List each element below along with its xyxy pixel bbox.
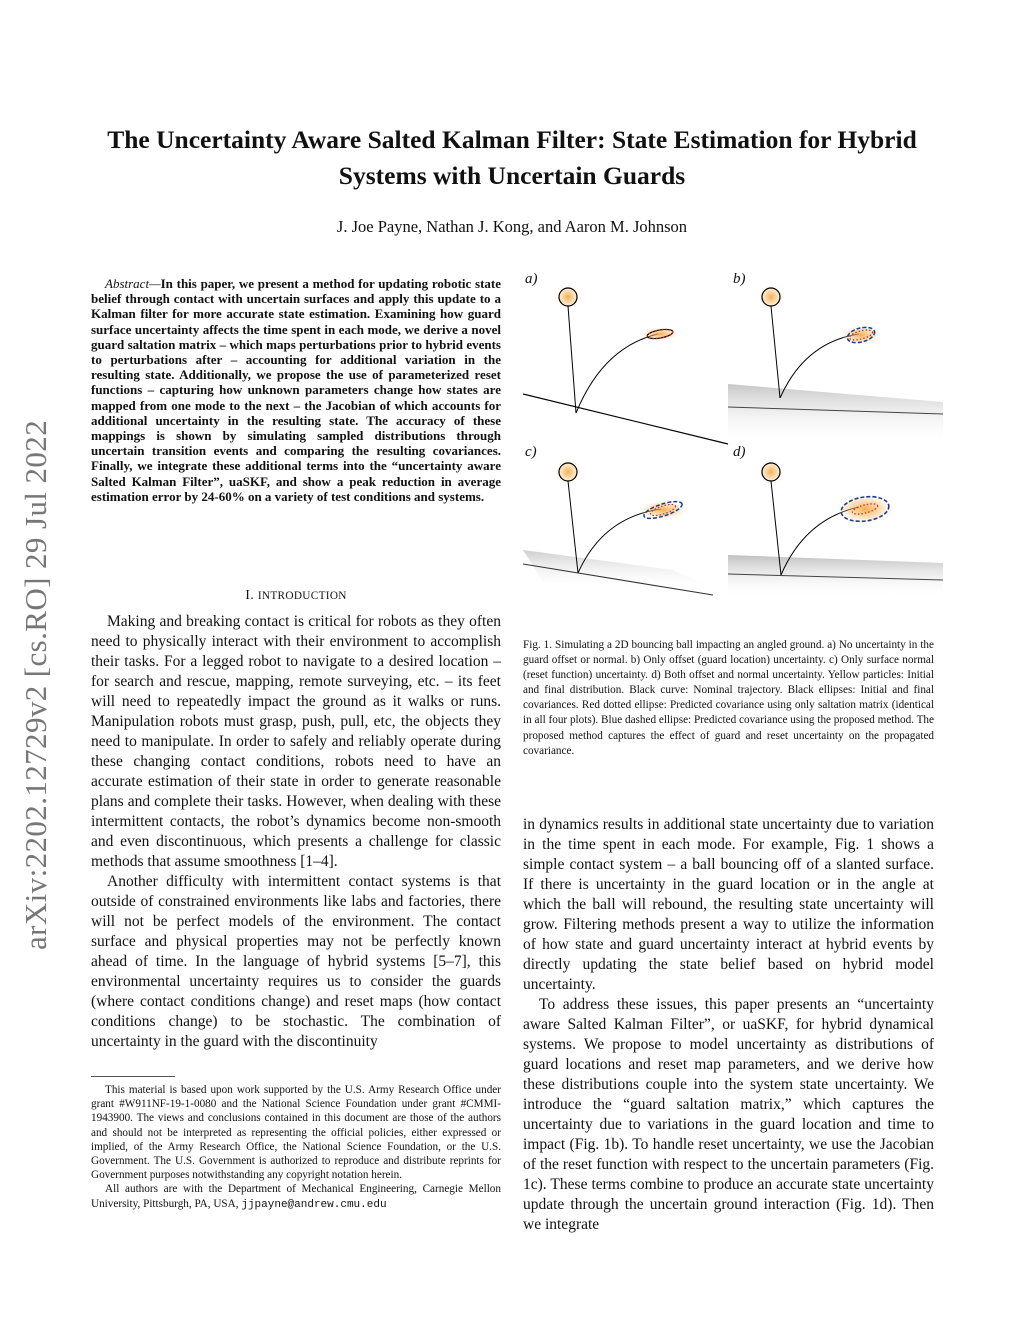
panel-d — [728, 459, 943, 597]
final-particles — [640, 327, 680, 341]
panel-b — [728, 284, 943, 445]
nominal-trajectory — [780, 334, 859, 398]
author-list: J. Joe Payne, Nathan J. Kong, and Aaron M. Johnson — [336, 217, 688, 236]
abstract-text: In this paper, we present a method for updating robotic state belief through contact with uncertain surfaces and apply this update to a Kalman filter for more accurate state estimation. Examining how guard surface uncertainty affects the time spent in each mode, we derive a novel guard saltation matrix – which maps perturbations prior to hybrid events to perturbations after – accounting for additional variation in the resulting state. Additionally, we propose the use of parameterized reset functions – capturing how unknown parameters change how states are mapped from one mode to the next – the Jacobian of which accounts for additional uncertainty in the resulting state. The accuracy of these mappings is shown by simulating sampled distributions through uncertain transition events and comparing the resulting covariances. Finally, we integrate these additional terms into the “uncertainty aware Salted Kalman Filter”, uaSKF, and show a peak reduction in average estimation error by 24-60% on a variety of test conditions and systems. — [91, 276, 501, 504]
author-email[interactable]: jjpayne@andrew.cmu.edu — [241, 1198, 387, 1211]
incoming-trajectory — [568, 306, 576, 413]
affiliation-note — [91, 1182, 501, 1211]
panel-label-c: c) — [525, 444, 537, 460]
reset-uncertainty-band — [523, 550, 718, 590]
arxiv-identifier[interactable]: arXiv:2202.12729v2 [cs.RO] 29 Jul 2022 — [18, 419, 53, 950]
paper-title: The Uncertainty Aware Salted Kalman Filter: State Estimation for Hybrid Systems with Uncertain Guards — [107, 125, 917, 190]
figure-1 — [523, 267, 943, 597]
guard-uncertainty-band — [728, 384, 943, 445]
right-column-body — [523, 815, 934, 1235]
incoming-trajectory — [771, 306, 780, 398]
section-heading — [91, 588, 501, 604]
intro-paragraph-continued: in dynamics results in additional state uncertainty due to variation in the time spent in each mode. For example, Fig. 1 shows a simple contact system – a ball bouncing off of a slanted surface. If there is uncertainty in the guard location or in the angle at which the ball will rebound, the resulting state uncertainty will grow. Filtering methods present a way to utilize the information of how state and guard uncertainty interact at hybrid events by directly updating the state belief based on hybrid model uncertainty. — [523, 816, 934, 993]
intro-paragraph-2: Another difficulty with intermittent contact systems is that outside of constrained environments like labs and factories, there will not be perfect models of the environment. The contact surface and physical properties may not be perfectly known ahead of time. In the language of hybrid systems [5–7], this environmental uncertainty requires us to consider the guards (where contact conditions change) and reset maps (how contact conditions change) to be stochastic. The combination of uncertainty in the guard with the discontinuity — [91, 873, 501, 1050]
panel-label-d: d) — [733, 444, 746, 460]
intro-paragraph-3: To address these issues, this paper presents an “uncertainty aware Salted Kalman Filter”, or uaSKF, for hybrid dynamical systems. We propose to model uncertainty as distributions of guard locations and reset map parameters, and we derive how these distributions couple into the system state uncertainty. We introduce the “guard saltation matrix,” which captures the uncertainty due to variations in the guard location and time to impact (Fig. 1b). To handle reset uncertainty, we use the Jacobian of the reset function with respect to the uncertain parameters (Fig. 1c). These terms combine to produce an accurate state uncertainty update through the uncertain ground interaction (Fig. 1d). Then we integrate — [523, 996, 934, 1233]
final-particles — [835, 493, 895, 525]
section-name: INTRODUCTION — [257, 590, 347, 602]
left-column-body — [91, 612, 501, 1052]
footnote-rule — [91, 1076, 175, 1077]
ground-line — [523, 394, 728, 444]
section-number: I. — [245, 588, 254, 603]
funding-note: This material is based upon work supported by the U.S. Army Research Office under grant #W911NF-19-1-0080 and the National Science Foundation under grant #CMMI-1943900. The views and conclusions contained in this document are those of the authors and should not be interpreted as representing the official policies, either expressed or implied, of the Army Research Office, the National Science Foundation, or the U.S. Government. The U.S. Government is authorized to reproduce and distribute reprints for Government purposes notwithstanding any copyright notation herein. — [91, 1084, 501, 1182]
affiliation-text: All authors are with the Department of Mechanical Engineering, Carnegie Mellon University, Pittsburgh, PA, USA, — [91, 1183, 501, 1210]
figure-1-caption: Fig. 1. Simulating a 2D bouncing ball impacting an angled ground. a) No uncertainty in the guard offset or normal. b) Only offset (guard location) uncertainty. c) Only surface normal (reset function) uncertainty. d) Both offset and normal uncertainty. Yellow particles: Initial and final distribution. Black curve: Nominal trajectory. Black ellipses: Initial and final covariances. Red dotted ellipse: Predicted covariance using only saltation matrix (identical in all four plots). Blue dashed ellipse: Predicted covariance using the proposed method. The proposed method captures the effect of guard and reset uncertainty on the propagated covariance. — [523, 639, 934, 757]
abstract-label: Abstract— — [105, 276, 161, 291]
intro-paragraph-1: Making and breaking contact is critical for robots as they often need to physically interact with their environment to accomplish their tasks. For a legged robot to navigate to a desired location – for search and rescue, mapping, remote surveying, etc. – its feet will need to repeatedly impact the ground as it walks or runs. Manipulation robots must grasp, push, pull, etc, the objects they need to manipulate. In order to safely and reliably operate during these changing contact conditions, robots need to have an accurate estimation of their state in order to generate reasonable plans and complete their tasks. However, when dealing with these intermittent contacts, the robot’s dynamics become non-smooth and even discontinuous, which presents a challenge for classic methods that assume smoothness [1–4]. — [91, 613, 501, 870]
combined-uncertainty-band — [728, 555, 943, 597]
panel-label-b: b) — [733, 271, 746, 287]
abstract — [91, 276, 501, 504]
nominal-trajectory — [576, 334, 658, 413]
footnotes — [91, 1083, 501, 1212]
figure-1-graphic — [523, 267, 943, 597]
panel-c — [523, 459, 718, 595]
panel-a — [523, 284, 728, 444]
panel-label-a: a) — [525, 271, 538, 287]
